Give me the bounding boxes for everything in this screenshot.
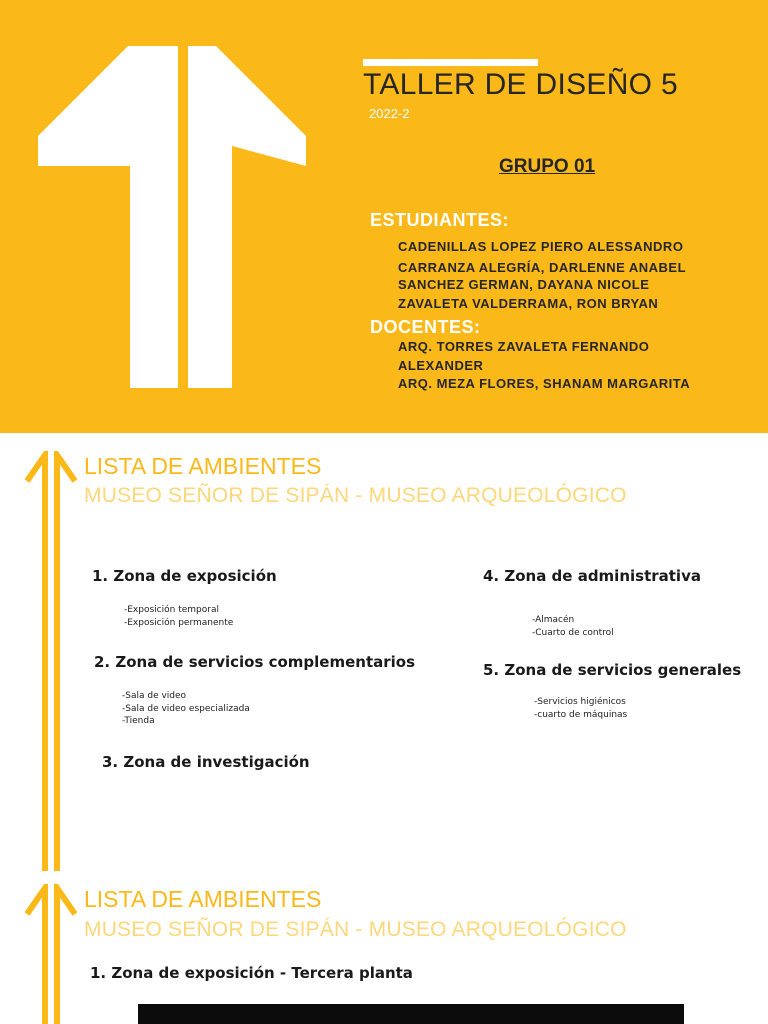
title-accent-bar [363, 59, 538, 66]
page-title: TALLER DE DISEÑO 5 [363, 68, 678, 101]
list-item: - Exposición permanente [124, 617, 233, 630]
teacher-name: ALEXANDER [398, 358, 484, 373]
ambientes-slide [0, 433, 768, 878]
zone-heading: 2. Zona de servicios complementarios [94, 653, 416, 671]
double-arrow-up-icon [38, 46, 306, 388]
floor-plan-image [138, 1004, 684, 1024]
student-name: CADENILLAS LOPEZ PIERO ALESSANDRO [398, 239, 684, 254]
list-item: - Tienda [122, 715, 250, 728]
zone-items [532, 614, 614, 639]
list-item: - Sala de video especializada [122, 703, 250, 716]
teacher-name: ARQ. MEZA FLORES, SHANAM MARGARITA [398, 376, 691, 391]
zone-heading: 1. Zona de exposición - Tercera planta [90, 964, 413, 982]
section-subheading: MUSEO SEÑOR DE SIPÁN - MUSEO ARQUEOLÓGICO [84, 918, 627, 941]
tall-double-arrow-icon [25, 451, 77, 871]
zone-heading: 5. Zona de servicios generales [483, 661, 742, 679]
section-subheading: MUSEO SEÑOR DE SIPÁN - MUSEO ARQUEOLÓGICO [84, 484, 627, 507]
cover-slide [0, 0, 768, 433]
group-label: GRUPO 01 [499, 156, 596, 177]
list-item: - Servicios higiénicos [534, 696, 627, 709]
zone-heading: 1. Zona de exposición [92, 567, 277, 585]
zone-items [122, 690, 250, 728]
list-item: - cuarto de máquinas [534, 709, 627, 722]
zone-items [534, 696, 627, 721]
ambientes-slide-2 [0, 878, 768, 1024]
teachers-heading: DOCENTES: [370, 317, 481, 337]
list-item: - Cuarto de control [532, 627, 614, 640]
section-heading: LISTA DE AMBIENTES [84, 453, 322, 479]
list-item: - Almacén [532, 614, 614, 627]
list-item: - Sala de video [122, 690, 250, 703]
student-name: SANCHEZ GERMAN, DAYANA NICOLE [398, 277, 650, 292]
section-heading: LISTA DE AMBIENTES [84, 886, 322, 912]
list-item: - Exposición temporal [124, 604, 233, 617]
student-name: CARRANZA ALEGRÍA, DARLENNE ANABEL [398, 260, 687, 275]
student-name: ZAVALETA VALDERRAMA, RON BRYAN [398, 296, 659, 311]
year-label: 2022-2 [369, 106, 410, 121]
zone-heading: 3. Zona de investigación [102, 753, 310, 771]
zone-heading: 4. Zona de administrativa [483, 567, 701, 585]
teacher-name: ARQ. TORRES ZAVALETA FERNANDO [398, 339, 650, 354]
zone-items [124, 604, 233, 629]
students-heading: ESTUDIANTES: [370, 210, 510, 230]
tall-double-arrow-icon [25, 884, 77, 1024]
